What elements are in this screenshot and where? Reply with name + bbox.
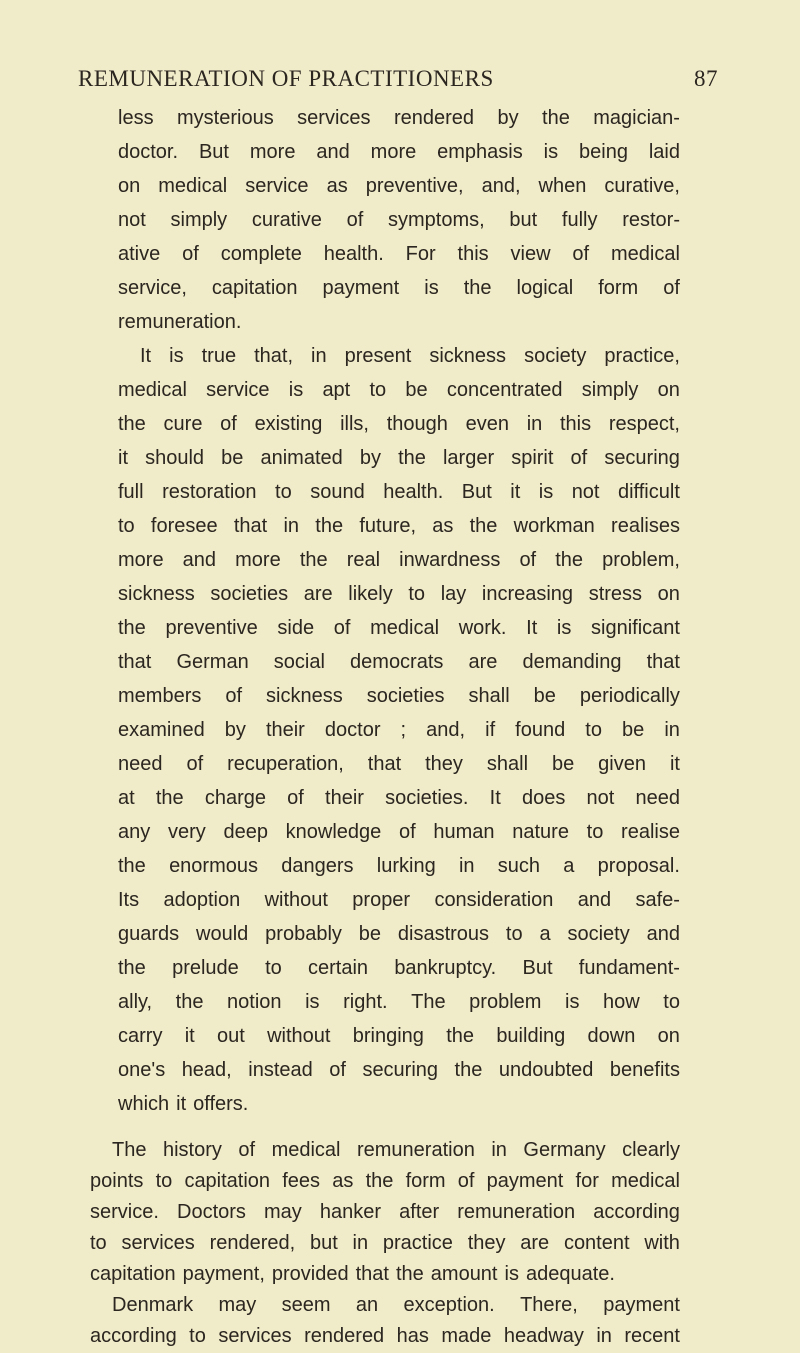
text-line: the cure of existing ills, though even in this respect, [118,413,680,435]
text-line: less mysterious services rendered by the magician- [118,107,680,129]
text-line: medical service is apt to be concentrated simply on [118,379,680,401]
running-head [78,62,718,96]
text-line: points to capitation fees as the form of payment for medical [90,1170,680,1192]
text-line: which it offers. [118,1093,249,1115]
text-line: remuneration. [118,311,242,333]
text-line: the prelude to certain bankruptcy. But fundament- [118,957,680,979]
running-head-title: REMUNERATION OF PRACTITIONERS [78,66,494,91]
text-line: sickness societies are likely to lay increasing stress on [118,583,680,605]
text-line: it should be animated by the larger spirit of securing [118,447,680,469]
text-line: that German social democrats are demanding that [118,651,680,673]
text-line: need of recuperation, that they shall be given it [118,753,680,775]
text-line: at the charge of their societies. It does not need [118,787,680,809]
text-line: ative of complete health. For this view of medical [118,243,680,265]
text-line: to foresee that in the future, as the workman realises [118,515,680,537]
text-line: according to services rendered has made headway in recent [90,1325,680,1347]
text-line: examined by their doctor ; and, if found to be in [118,719,680,741]
text-line: any very deep knowledge of human nature to realise [118,821,680,843]
text-line: capitation payment, provided that the amount is adequate. [90,1263,615,1285]
text-line: one's head, instead of securing the undoubted benefits [118,1059,680,1081]
text-line: not simply curative of symptoms, but fully restor- [118,209,680,231]
text-line: service, capitation payment is the logical form of [118,277,680,299]
text-line: The history of medical remuneration in Germany clearly [112,1139,680,1161]
text-line: guards would probably be disastrous to a society and [118,923,680,945]
text-line: on medical service as preventive, and, when curative, [118,175,680,197]
text-line: doctor. But more and more emphasis is being laid [118,141,680,163]
text-line: full restoration to sound health. But it is not difficult [118,481,680,503]
text-line: the enormous dangers lurking in such a proposal. [118,855,680,877]
text-line: ally, the notion is right. The problem is how to [118,991,680,1013]
text-line: Its adoption without proper consideration and safe- [118,889,680,911]
text-line: service. Doctors may hanker after remuneration according [90,1201,680,1223]
text-line: to services rendered, but in practice they are content with [90,1232,680,1254]
text-line: the preventive side of medical work. It is significant [118,617,680,639]
text-line: It is true that, in present sickness society practice, [140,345,680,367]
text-line: more and more the real inwardness of the problem, [118,549,680,571]
page-number: 87 [694,66,718,91]
text-line: carry it out without bringing the building down on [118,1025,680,1047]
text-line: members of sickness societies shall be periodically [118,685,680,707]
text-line: Denmark may seem an exception. There, payment [112,1294,680,1316]
